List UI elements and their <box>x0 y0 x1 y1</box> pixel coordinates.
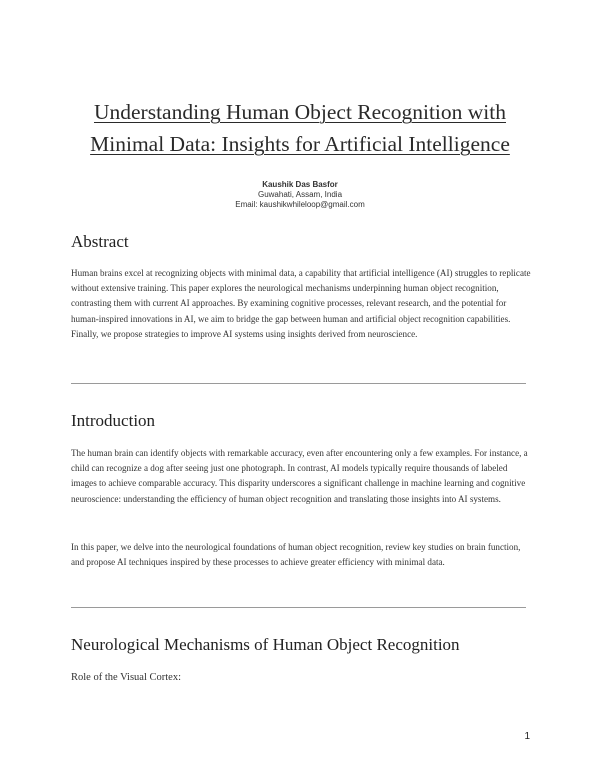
author-location: Guwahati, Assam, India <box>257 190 343 199</box>
author-name: Kaushik Das Basfor <box>262 180 338 189</box>
introduction-paragraph-1: The human brain can identify objects with remarkable accuracy, even after encountering only a few examples. For instance, a child can recognize a dog after seeing just one photograph. In contrast, AI models typically require thousands of labeled images to achieve comparable accuracy. This disparity underscores a significant challenge in machine learning and cognitive neuroscience: understanding the efficiency of human object recognition and translating those insights into AI systems. <box>71 448 528 504</box>
section-divider <box>71 383 526 384</box>
introduction-heading: Introduction <box>71 411 156 430</box>
author-email: Email: kaushikwhileloop@gmail.com <box>235 200 365 209</box>
neuro-heading: Neurological Mechanisms of Human Object Recognition <box>71 635 460 654</box>
visual-cortex-subheading: Role of the Visual Cortex: <box>71 672 181 683</box>
title-line-1: Understanding Human Object Recognition with <box>93 100 506 124</box>
abstract-heading: Abstract <box>71 232 129 251</box>
paper-title <box>60 96 540 160</box>
title-line-2: Minimal Data: Insights for Artificial Intelligence <box>90 132 510 156</box>
introduction-paragraph-2: In this paper, we delve into the neurological foundations of human object recognition, review key studies on brain function, and propose AI techniques inspired by these processes to achieve greater efficiency with minimal data. <box>71 542 521 568</box>
page-number: 1 <box>524 731 530 742</box>
author-block <box>60 180 540 210</box>
abstract-text: Human brains excel at recognizing objects with minimal data, a capability that artificial intelligence (AI) struggles to replicate without extensive training. This paper explores the neurological mechanisms underpinning human object recognition, contrasting them with current AI approaches. By examining cognitive processes, relevant research, and the potential for human-inspired innovations in AI, we aim to bridge the gap between human and artificial object recognition capabilities. Finally, we propose strategies to improve AI systems using insights derived from neuroscience. <box>71 268 531 339</box>
section-divider <box>71 607 526 608</box>
